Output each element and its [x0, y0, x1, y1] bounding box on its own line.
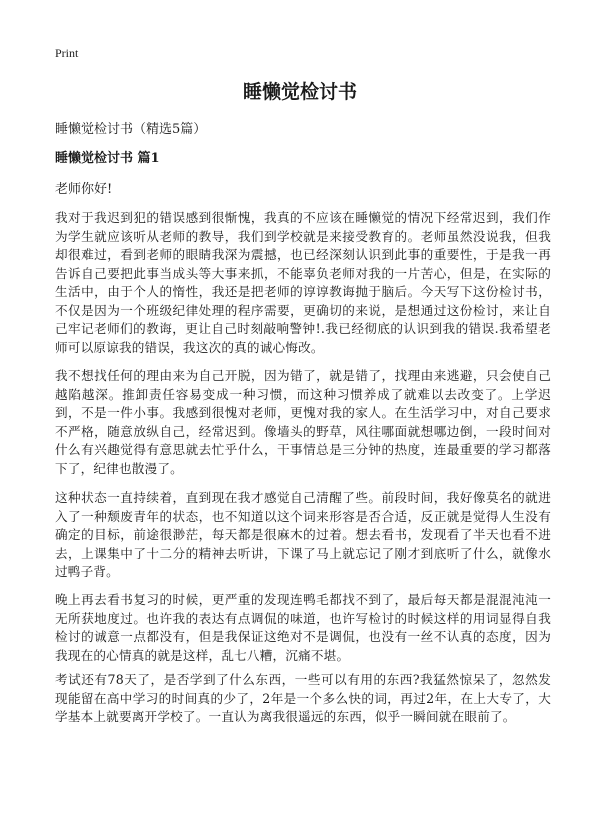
body-paragraph-3: 这种状态一直持续着，直到现在我才感觉自己清醒了些。前段时间，我好像莫名的就进入了一种颓废青年的状态，也不知道以这个词来形容是否合适，反正就是觉得人生没有确定的目标，前途很渺茫，每天都是很麻木的过着。想去看书，发现看了半天也看不进去，上课集中了十二分的精神去听讲，下课了马上就忘记了刚才到底听了什么，就像水过鸭子背。: [55, 490, 551, 579]
body-paragraph-1: 我对于我迟到犯的错误感到很惭愧，我真的不应该在睡懒觉的情况下经常迟到，我们作为学生就应该听从老师的教导，我们到学校就是来接受教育的。老师虽然没说我，但我却很难过，看到老师的眼睛我深为震撼，也已经深刻认识到此事的重要性，于是我一再告诉自己要把此事当成头等大事来抓，不能辜负老师对我的一片苦心，但是，在实际的生活中，由于个人的惰性，我还是把老师的谆谆教诲抛于脑后。今天写下这份检讨书，不仅是因为一个班级纪律处理的程序需要，更确切的来说，是想通过这份检讨，来让自己牢记老师们的教诲，更让自己时刻敲响警钟!.我已经彻底的认识到我的错误.我希望老师可以原谅我的错误，我这次的真的诚心悔改。: [55, 210, 551, 355]
print-link[interactable]: Print: [55, 46, 79, 60]
body-paragraph-5: 考试还有78天了，是否学到了什么东西，一些可以有用的东西?我猛然惊呆了，忽然发现能留在高中学习的时间真的少了，2年是一个多么快的词，再过2年，在上大专了，大学基本上就要离开学校了。一直认为离我很遥远的东西，似乎一瞬间就在眼前了。: [55, 672, 551, 724]
document-title: 睡懒觉检讨书: [242, 81, 357, 103]
section-heading: 睡懒觉检讨书 篇1: [55, 151, 160, 166]
greeting-line: 老师你好!: [55, 182, 113, 197]
body-paragraph-4: 晚上再去看书复习的时候，更严重的发现连鸭毛都找不到了，最后每天都是混混沌沌一无所获地度过。也许我的表达有点调侃的味道，也许写检讨的时候这样的用词显得自我检讨的诚意一点都没有，但是我保证这绝对不是调侃，也没有一丝不认真的态度，因为我现在的心情真的就是这样，乱七八糟，沉痛不堪。: [55, 592, 551, 663]
document-subtitle: 睡懒觉检讨书（精选5篇）: [55, 122, 207, 137]
body-paragraph-2: 我不想找任何的理由来为自己开脱，因为错了，就是错了，找理由来逃避，只会使自己越陷越深。推卸责任容易变成一种习惯，而这种习惯养成了就难以去改变了。上学迟到，不是一件小事。我感到很愧对老师，更愧对我的家人。在生活学习中，对自己要求不严格，随意放纵自己，经常迟到。像墙头的野草，风往哪面就想哪边倒，一段时间对什么有兴趣觉得有意思就去忙乎什么，干事情总是三分钟的热度，连最重要的学习都落下了，纪律也散漫了。: [55, 368, 551, 476]
